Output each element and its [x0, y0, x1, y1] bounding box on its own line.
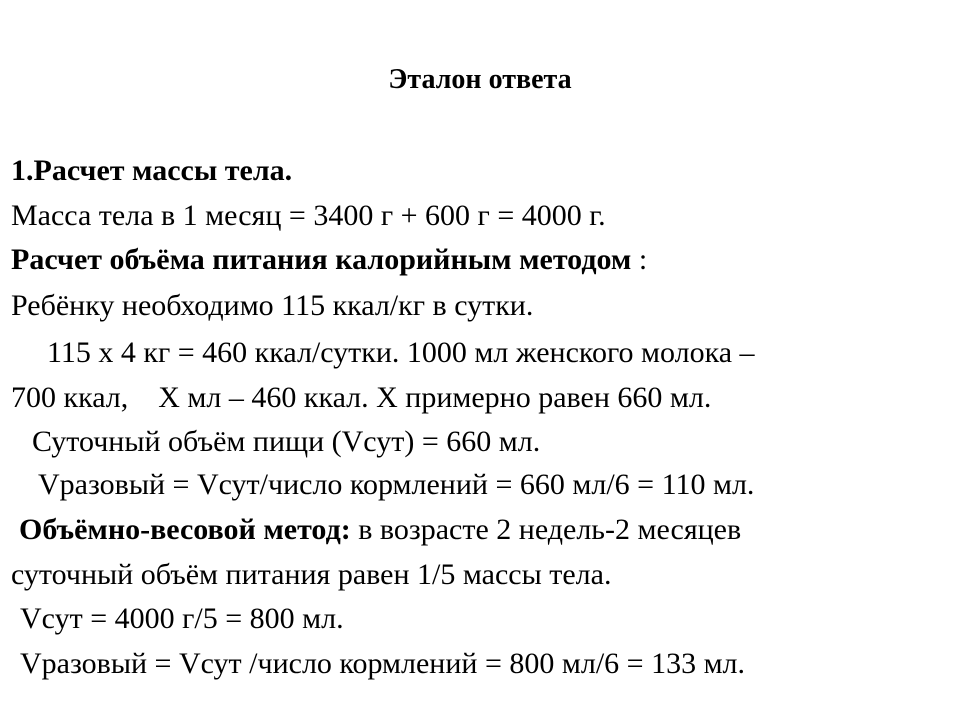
- volumetric-method-heading: Объёмно-весовой метод:: [19, 513, 351, 546]
- section-heading-body-mass: 1.Расчет массы тела.: [11, 154, 293, 187]
- caloric-calc-line-2: 700 ккал, Х мл – 460 ккал. Х примерно равен 660 мл.: [11, 381, 712, 414]
- volumetric-daily-line: Vсут = 4000 г/5 = 800 мл.: [20, 602, 344, 635]
- volumetric-single-line: Vразовый = Vсут /число кормлений = 800 мл/6 = 133 мл.: [20, 647, 746, 680]
- caloric-calc-line-1: 115 х 4 кг = 460 ккал/сутки. 1000 мл женского молока –: [47, 336, 755, 369]
- page-title: Эталон ответа: [388, 64, 572, 95]
- volumetric-ratio-line: суточный объём питания равен 1/5 массы тела.: [11, 558, 612, 591]
- caloric-method-colon: :: [631, 243, 648, 276]
- volumetric-method-line: [19, 511, 741, 549]
- caloric-method-heading: Расчет объёма питания калорийным методом: [11, 243, 632, 276]
- caloric-need-line: Ребёнку необходимо 115 ккал/кг в сутки.: [11, 289, 534, 322]
- single-volume-line: Vразовый = Vсут/число кормлений = 660 мл/6 = 110 мл.: [38, 468, 755, 501]
- volumetric-method-text: в возрасте 2 недель-2 месяцев: [350, 513, 742, 546]
- body-mass-line: Масса тела в 1 месяц = 3400 г + 600 г = 4000 г.: [11, 199, 606, 232]
- daily-volume-line: Суточный объём пищи (Vсут) = 660 мл.: [32, 425, 541, 458]
- caloric-method-heading-line: [11, 241, 647, 279]
